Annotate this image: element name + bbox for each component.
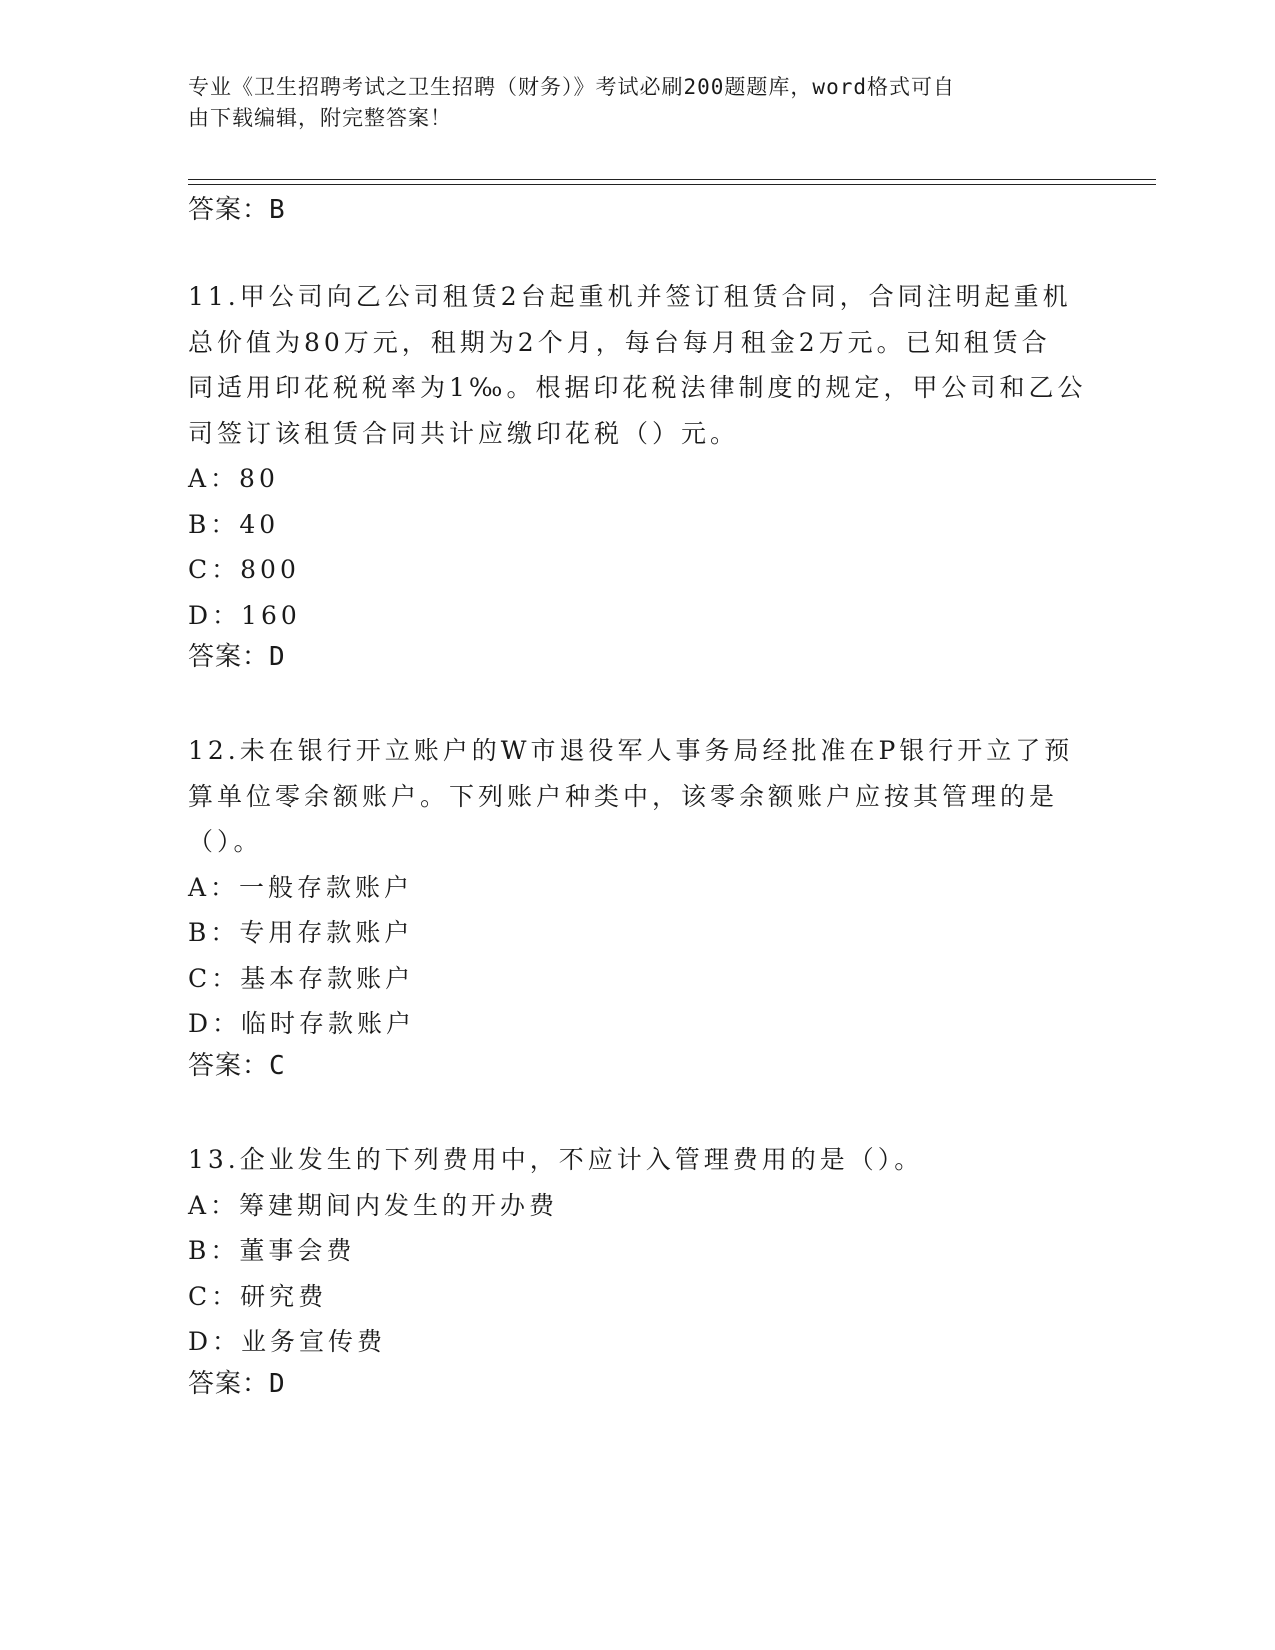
question-stem-line: （）。 [188,827,263,856]
question-stem-line: 算单位零余额账户。下列账户种类中，该零余额账户应按其管理的是 [188,781,1059,811]
option-c: C：800 [188,555,300,584]
question-stem-line: 13.企业发生的下列费用中，不应计入管理费用的是（）。 [188,1145,924,1174]
answer-11: 答案：D [188,642,286,672]
header-line-1: 专业《卫生招聘考试之卫生招聘（财务）》考试必刷200题题库，word格式可自 [188,75,955,99]
question-stem-line: 11.甲公司向乙公司租赁2台起重机并签订租赁合同，合同注明起重机 [188,282,1072,311]
answer-13: 答案：D [188,1369,286,1399]
option-d: D：业务宣传费 [188,1327,387,1356]
option-d: D：160 [188,600,301,630]
document-header [188,72,1068,134]
option-a: A：一般存款账户 [188,872,414,902]
option-b: B：专用存款账户 [188,918,414,947]
header-divider-top [188,179,1156,180]
question-stem-line: 总价值为80万元，租期为2个月，每台每月租金2万元。已知租赁合 [188,327,1051,357]
option-c: C：基本存款账户 [188,963,415,993]
question-stem-line: 同适用印花税税率为1‰。根据印花税法律制度的规定，甲公司和乙公 [188,373,1087,402]
question-13 [188,1137,1088,1365]
option-c: C：研究费 [188,1281,328,1311]
question-stem-line: 12.未在银行开立账户的W市退役军人事务局经批准在P银行开立了预 [188,736,1074,765]
previous-answer: 答案：B [188,195,286,225]
header-line-2: 由下载编辑，附完整答案！ [188,106,452,130]
option-a: A：筹建期间内发生的开办费 [188,1190,559,1220]
option-d: D：临时存款账户 [188,1009,416,1038]
answer-12: 答案：C [188,1051,286,1081]
option-b: B：董事会费 [188,1236,356,1265]
question-11 [188,274,1088,638]
option-b: B：40 [188,509,280,539]
option-a: A：80 [188,464,279,493]
header-divider-bottom [188,184,1156,185]
question-stem-line: 司签订该租赁合同共计应缴印花税（）元。 [188,418,740,448]
question-12 [188,728,1088,1047]
